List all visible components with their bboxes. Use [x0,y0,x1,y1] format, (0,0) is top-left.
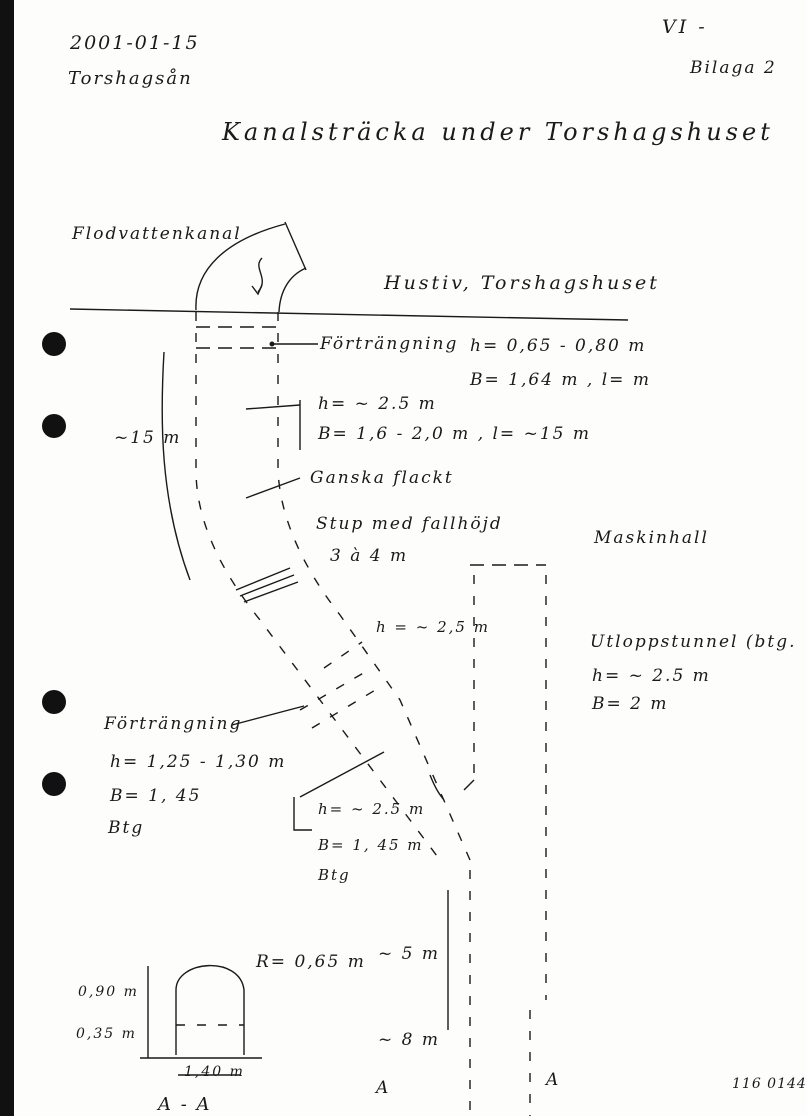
place-text: Torshagsån [68,68,193,89]
section1-b: B= 1,6 - 2,0 m , l= ~15 m [318,424,591,444]
radius-label: R= 0,65 m [256,952,366,972]
outlet-b: B= 2 m [592,694,669,714]
drop-label-2: 3 à 4 m [330,546,409,566]
cs-width-dim: 1,40 m [184,1064,245,1080]
machine-hall-label: Maskinhall [594,528,709,548]
section2-b: B= 1, 45 m [318,836,424,854]
outlet-corner [464,780,474,790]
constriction2-top [300,668,372,710]
drop-label-1: Stup med fallhöjd [316,514,503,534]
flood-channel-inner [279,268,306,312]
cs-top-dim: 0,90 m [78,984,139,1000]
date-text: 2001-01-15 [70,32,200,54]
leader-dot [270,342,275,347]
length-8-label: ~ 8 m [378,1030,440,1050]
flow-arrow [430,775,444,800]
archive-number: 116 0144 [732,1076,807,1092]
appendix-text: Bilaga 2 [690,58,777,78]
section-name: A - A [158,1094,212,1115]
section-mark-a-left: A [376,1078,391,1098]
outlet-title: Utloppstunnel (btg. [590,632,797,652]
section-marker [246,405,300,409]
constriction1-b: B= 1,64 m , l= m [470,370,651,390]
page-title: Kanalsträcka under Torshagshuset [222,118,774,146]
constriction2-b: B= 1, 45 [110,786,202,806]
constriction2-bottom [312,686,382,728]
leader-line [300,752,384,797]
constriction2-h: h= 1,25 - 1,30 m [110,752,287,772]
section-marker [324,642,362,668]
constriction1-h: h= 0,65 - 0,80 m [470,336,647,356]
fairly-flat-label: Ganska flackt [310,468,454,488]
section1-h: h= ~ 2.5 m [318,394,437,414]
flat-marker [246,478,300,498]
constriction2-material: Btg [108,818,145,838]
section-mark-a-right: A [546,1070,561,1090]
section2-h: h= ~ 2.5 m [318,800,426,818]
section-bracket [294,797,312,830]
length-15-label: ~15 m [114,428,182,448]
section2-material: Btg [318,866,351,884]
flood-channel-end [285,222,306,270]
section-h-label: h = ~ 2,5 m [376,618,490,636]
constriction1-title: Förträngning [320,334,459,354]
ref-text: VI - [662,16,708,38]
outlet-h: h= ~ 2.5 m [592,666,711,686]
constriction2-title: Förträngning [104,714,243,734]
leader-line [232,706,304,725]
cross-section-outline [176,966,244,1055]
flow-arrow-head [252,285,262,294]
length-5-label: ~ 5 m [378,944,440,964]
house-wall-line [70,309,628,320]
flood-channel-label: Flodvattenkanal [72,224,242,244]
length-arrow [162,352,190,580]
cs-bottom-dim: 0,35 m [76,1026,137,1042]
wall-label: Hustiv, Torshagshuset [384,272,660,294]
